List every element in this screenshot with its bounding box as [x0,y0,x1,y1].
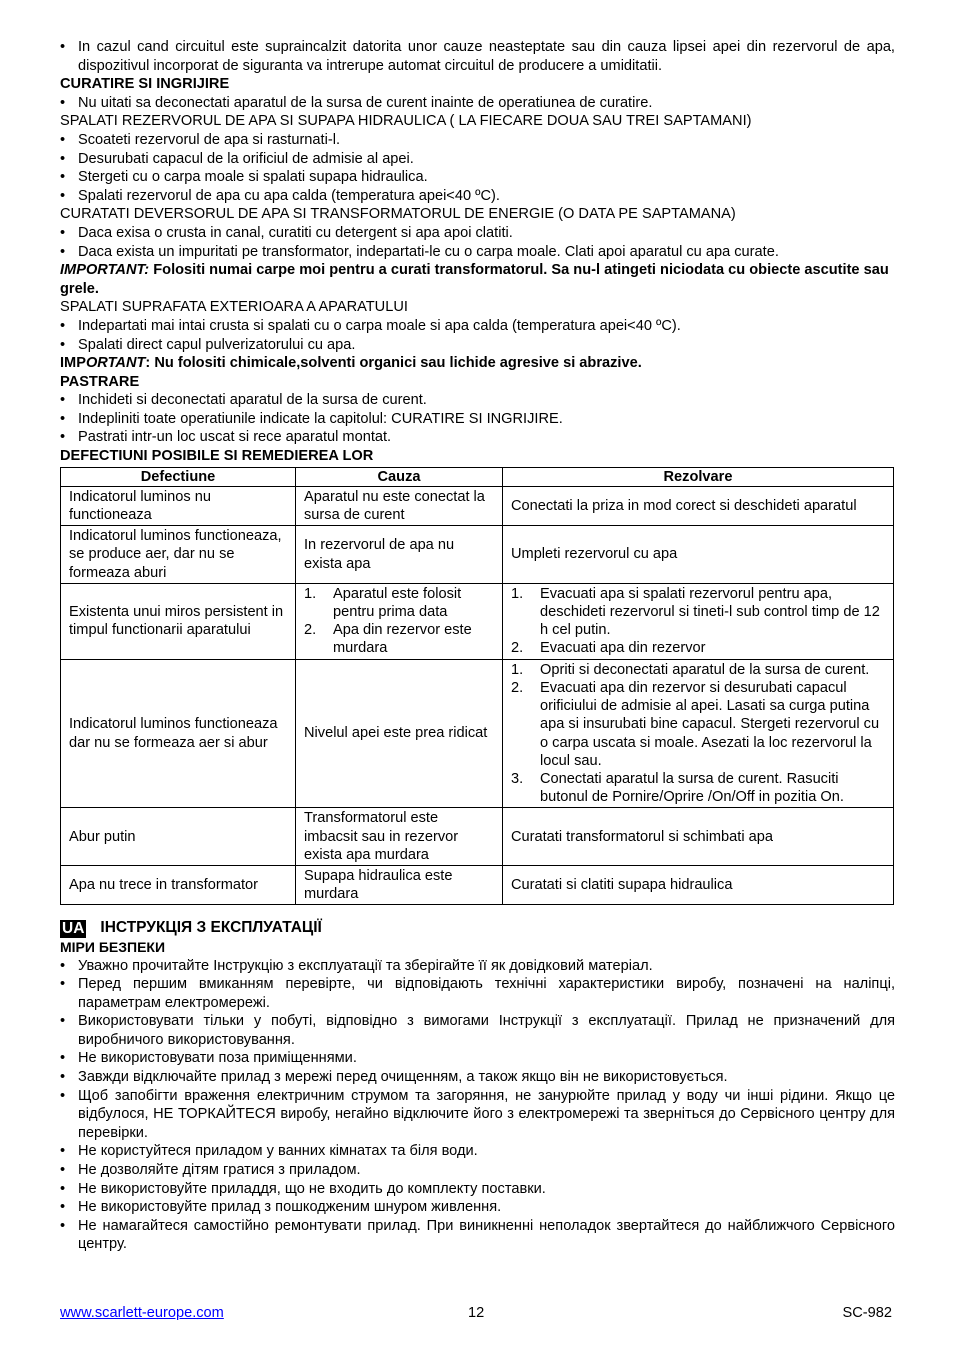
bullet-item: • Не використовуйте приладдя, що не входить до комплекту поставки. [60,1180,546,1197]
important-note: IMPORTANT: Nu folositi chimicale,solventi organici sau lichide agresive si abrazive. [60,355,642,372]
bullet-item: • Desurubati capacul de la orificiul de admisie al apei. [60,150,414,167]
bullet-item: • Inchideti si deconectati aparatul de la sursa de curent. [60,392,427,409]
subheading: CURATATI DEVERSORUL DE APA SI TRANSFORMATORUL DE ENERGIE (O DATA PE SAPTAMANA) [60,206,736,223]
bullet-item: • Щоб запобігти враження електричним струмом та загоряння, не занурюйте прилад у воду чи інші рідини. Якщо це відбулося, НЕ ТОРКАЙТЕСЯ виробу, негайно відключите його з електромережі та зверніться до Сервісного центру для перевірки. [60,1087,895,1141]
fix-cell: Conectati la priza in mod corect si deschideti aparatul [503,486,894,525]
bullet-item: • In cazul cand circuitul este supraincalzit datorita unor cauze neasteptate sau din cauza lipsei apei din rezervorul de apa, dispozitivul incorporat de siguranta va intrerupe automat circuitul de producere a umiditatii. [60,39,895,74]
language-section-title [60,919,895,938]
fix-cell [503,659,894,808]
cause-cell [296,583,503,659]
bullet-item: • Daca exista un impuritati pe transformator, indepartati-le cu o carpa moale. Clati apoi aparatul cu apa curate. [60,243,779,260]
list-item: 2. Apa din rezervor este murdara [304,622,472,657]
troubleshooting-table [60,467,894,906]
section-heading: PASTRARE [60,373,140,390]
defect-cell: Indicatorul luminos functioneaza, se produce aer, dar nu se formeaza aburi [61,526,296,584]
column-header: Defectiune [61,467,296,486]
section-title: ІНСТРУКЦІЯ З ЕКСПЛУАТАЦІЇ [100,919,322,937]
bullet-item: • Stergeti cu o carpa moale si spalati supapa hidraulica. [60,169,428,186]
subheading: SPALATI REZERVORUL DE APA SI SUPAPA HIDRAULICA ( LA FIECARE DOUA SAU TREI SAPTAMANI) [60,113,752,130]
cause-cell: In rezervorul de apa nu exista apa [296,526,503,584]
cause-cell: Transformatorul este imbacsit sau in rezervor exista apa murdara [296,808,503,866]
page-number: 12 [468,1305,485,1321]
fix-cell [503,583,894,659]
bullet-item: • Spalati direct capul pulverizatorului cu apa. [60,336,356,353]
cause-cell: Supapa hidraulica este murdara [296,865,503,904]
bullet-item: • Не намагайтеся самостійно ремонтувати прилад. При виникненні неполадок звертайтеся до найближчого Сервісного центру. [60,1217,895,1253]
defect-cell: Indicatorul luminos functioneaza dar nu se formeaza aer si abur [61,659,296,808]
table-row [61,583,894,659]
subheading: SPALATI SUPRAFATA EXTERIOARA A APARATULUI [60,299,408,316]
section-heading: DEFECTIUNI POSIBILE SI REMEDIEREA LOR [60,448,374,465]
bullet-item: • Indepliniti toate operatiunile indicate la capitolul: CURATIRE SI INGRIJIRE. [60,410,563,427]
table-row [61,526,894,584]
website-link[interactable]: www.scarlett-europe.com [60,1305,224,1321]
list-item: 3. Conectati aparatul la sursa de curent. Rasuciti butonul de Pornire/Oprire /On/Off in pozitia On. [511,770,844,806]
bullet-item: • Daca exisa o crusta in canal, curatiti cu detergent si apa apoi clatiti. [60,224,513,241]
bullet-item: • Indepartati mai intai crusta si spalati cu o carpa moale si apa calda (temperatura apei<40 ºC). [60,317,681,334]
numbered-list [304,585,494,658]
section-heading: МІРИ БЕЗПЕКИ [60,938,166,955]
table-row [61,486,894,525]
important-note: IMPORTANT: Folositi numai carpe moi pentru a curati transformatorul. Sa nu-l atingeti niciodata cu obiecte ascutite sau grele. [60,262,889,297]
table-row [61,865,894,904]
document-page [60,38,895,1254]
cause-cell: Aparatul nu este conectat la sursa de curent [296,486,503,525]
bullet-item: • Завжди відключайте прилад з мережі перед очищенням, а також якщо він не використовується. [60,1069,728,1086]
list-item: 1. Evacuati apa si spalati rezervorul pentru apa, deschideti rezervorul si tineti-l sub control timp de 12 h cel putin. [511,585,880,639]
list-item: 1. Aparatul este folosit pentru prima data [304,585,462,621]
table-header-row [61,467,894,486]
bullet-item: • Не використовувати поза приміщеннями. [60,1050,357,1067]
cause-cell: Nivelul apei este prea ridicat [296,659,503,808]
defect-cell: Apa nu trece in transformator [61,865,296,904]
bullet-item: • Перед першим вмиканням перевірте, чи відповідають технічні характеристики виробу, позначені на наліпці, параметрам електромережі. [60,976,895,1011]
bullet-item: • Scoateti rezervorul de apa si rasturnati-l. [60,131,340,148]
defect-cell: Existenta unui miros persistent in timpul functionarii aparatului [61,583,296,659]
bullet-item: • Не користуйтеся приладом у ванних кімнатах та біля води. [60,1143,478,1160]
section-heading: CURATIRE SI INGRIJIRE [60,76,230,93]
defect-cell: Abur putin [61,808,296,866]
bullet-item: • Nu uitati sa deconectati aparatul de la sursa de curent inainte de operatiunea de curatire. [60,94,653,111]
list-item: 1. Opriti si deconectati aparatul de la sursa de curent. [511,661,870,678]
bullet-item: • Не дозволяйте дітям гратися з приладом. [60,1162,361,1179]
table-row [61,659,894,808]
numbered-list [511,661,885,807]
bullet-item: • Використовувати тільки у побуті, відповідно з вимогами Інструкції з експлуатації. Прилад не призначений для виробничого використовування. [60,1013,895,1048]
bullet-item: • Pastrati intr-un loc uscat si rece aparatul montat. [60,429,392,446]
language-badge: UA [62,919,85,937]
fix-cell: Curatati si clatiti supapa hidraulica [503,865,894,904]
fix-cell: Curatati transformatorul si schimbati apa [503,808,894,866]
model-number: SC-982 [842,1305,892,1321]
fix-cell: Umpleti rezervorul cu apa [503,526,894,584]
list-item: 2. Evacuati apa din rezervor si desurubati capacul orificiului de admisie al apei. Lasati sa curga putina apa si insurubati bine capacul. Stergeti rezervorul cu o carpa uscata si moale. Asezati la loc rezervorul la locul sau. [511,679,880,769]
numbered-list [511,585,885,658]
bullet-item: • Уважно прочитайте Інструкцію з експлуатації та зберігайте її як довідковий матеріал. [60,957,653,974]
column-header: Rezolvare [503,467,894,486]
column-header: Cauza [296,467,503,486]
list-item: 2. Evacuati apa din rezervor [511,640,706,657]
table-row [61,808,894,866]
bullet-item: • Spalati rezervorul de apa cu apa calda (temperatura apei<40 ºC). [60,187,500,204]
defect-cell: Indicatorul luminos nu functioneaza [61,486,296,525]
bullet-item: • Не використовуйте прилад з пошкодженим шнуром живлення. [60,1199,502,1216]
